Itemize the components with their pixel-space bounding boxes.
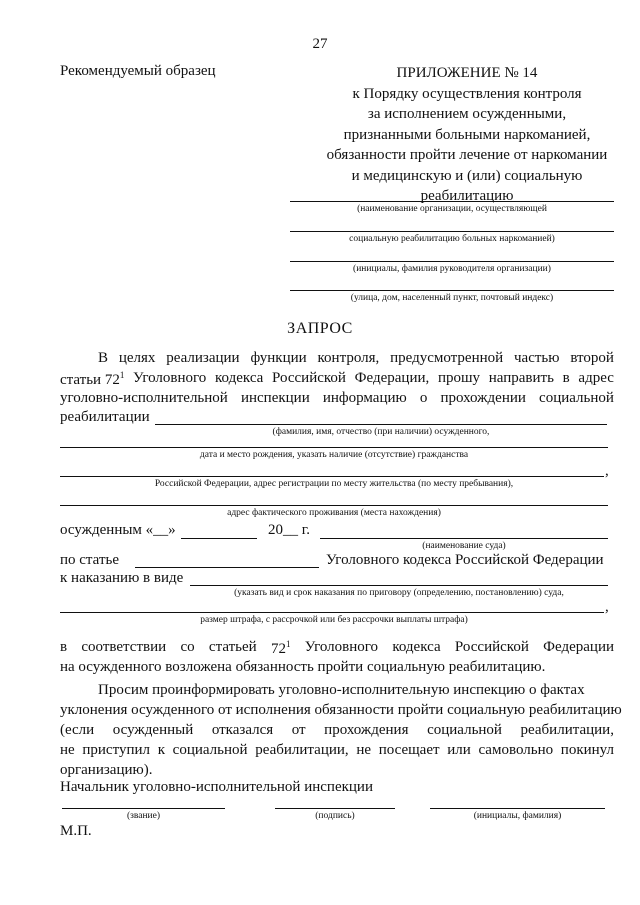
word: В: [98, 350, 109, 366]
word: в: [562, 370, 570, 386]
paragraph1-line3: [60, 390, 614, 407]
sentence-field-line: [190, 585, 608, 586]
court-field-line: [320, 538, 608, 539]
annex-line: ПРИЛОЖЕНИЕ № 14: [396, 65, 538, 81]
sign-caption: (подпись): [315, 811, 355, 821]
annex-line: обязанности пройти лечение от наркомании: [326, 147, 608, 163]
stamp-label: М.П.: [60, 823, 92, 839]
word: прошу: [437, 370, 481, 386]
word: Уголовного: [304, 639, 379, 655]
annex-line: за исполнением осужденными,: [367, 106, 567, 122]
word: посещает: [378, 742, 440, 758]
word: реализации: [166, 350, 240, 366]
word: реабилитации,: [520, 722, 614, 738]
birth-caption: дата и место рождения, указать наличие (отсутствие) гражданства: [199, 450, 469, 460]
paragraph2-line1: [60, 639, 614, 658]
convicted-date-label: осужденным «__»: [60, 522, 176, 538]
addressee-line: [290, 201, 614, 202]
fine-comma: ,: [605, 599, 609, 615]
word: второй: [570, 350, 614, 366]
rehabilitation-label: реабилитации: [60, 409, 150, 425]
word: Федерации: [543, 639, 614, 655]
word: от: [291, 722, 306, 738]
word: социальной: [539, 390, 614, 406]
paragraph3-line3: [60, 722, 614, 739]
punishment-caption: (указать вид и срок наказания по приговору (определению, постановлению) суда,: [234, 588, 564, 598]
word: к: [157, 742, 165, 758]
registration-caption: Российской Федерации, адрес регистрации по месту жительства (по месту пребывания),: [154, 479, 514, 489]
word: (если: [60, 722, 95, 738]
word: статьей: [208, 639, 257, 655]
paragraph3-line1: Просим проинформировать уголовно-исполнительную инспекцию о фактах: [98, 682, 585, 698]
word: прохождении: [440, 390, 526, 406]
convicted-month-line: [181, 538, 257, 539]
article-field-line: [135, 567, 319, 568]
document-title: ЗАПРОС: [287, 320, 353, 337]
word: приступил: [82, 742, 150, 758]
word: не: [356, 742, 372, 758]
fio-field-line: [155, 424, 607, 425]
word: осужденный: [112, 722, 194, 738]
word: Российской: [454, 639, 529, 655]
residence-caption: адрес фактического проживания (места нахождения): [227, 508, 441, 518]
residence-field-line: [60, 505, 608, 506]
paragraph1-line1: [98, 350, 614, 367]
word: социальной: [172, 742, 248, 758]
word: целях: [118, 350, 156, 366]
word: Российской: [272, 370, 346, 386]
paragraph1-line2: [60, 370, 614, 389]
article-ref-sup: 1: [285, 639, 291, 649]
word: не: [60, 742, 75, 758]
registration-comma: ,: [605, 463, 609, 479]
word: со: [180, 639, 195, 655]
birth-field-line: [60, 447, 608, 448]
addressee-line: [290, 290, 614, 291]
word: контроля,: [317, 350, 380, 366]
addressee-line: [290, 231, 614, 232]
article-ref-text: 72: [270, 641, 286, 657]
word: адрес: [578, 370, 614, 386]
word: предусмотренной: [390, 350, 504, 366]
word: информацию: [322, 390, 407, 406]
word: инспекции: [240, 390, 310, 406]
addressee-caption: (инициалы, фамилия руководителя организации): [353, 264, 551, 274]
article-ref: [271, 639, 291, 658]
fio-caption: (фамилия, имя, отчество (при наличии) осужденного,: [272, 427, 490, 437]
paragraph3-line2: уклонения осужденного от исполнения обязанности пройти социальную реабилитацию: [60, 702, 622, 718]
word: кодекса: [215, 370, 264, 386]
word: направить: [488, 370, 554, 386]
word: отказался: [211, 722, 274, 738]
word: уголовно-исполнительной: [60, 390, 228, 406]
rank-signature-line: [62, 808, 225, 809]
word: о: [419, 390, 428, 406]
word: соответствии: [81, 639, 167, 655]
registration-field-line: [60, 476, 604, 477]
recommended-sample-label: Рекомендуемый образец: [60, 63, 216, 79]
addressee-line: [290, 261, 614, 262]
addressee-caption: (улица, дом, населенный пункт, почтовый индекс): [350, 293, 554, 303]
convicted-year: 20__ г.: [268, 522, 310, 538]
name-signature-line: [430, 808, 605, 809]
paragraph3-line4: [60, 742, 614, 759]
word: кодекса: [392, 639, 441, 655]
word: самовольно: [478, 742, 554, 758]
annex-line: к Порядку осуществления контроля: [352, 85, 582, 102]
criminal-code-label: Уголовного кодекса Российской Федерации: [326, 552, 604, 568]
word: частью: [514, 350, 560, 366]
word: реабилитации,: [255, 742, 349, 758]
name-caption: (инициалы, фамилия): [473, 811, 562, 821]
word: Федерации,: [354, 370, 430, 386]
addressee-caption: социальную реабилитацию больных наркоманией): [349, 234, 555, 244]
annex-line: и медицинскую и (или) социальную: [351, 167, 583, 184]
fine-field-line: [60, 612, 604, 613]
annex-block: [302, 63, 632, 207]
article-ref-sup: 1: [119, 370, 125, 380]
paragraph3-line5: организацию).: [60, 762, 153, 778]
word: покинул: [560, 742, 614, 758]
word: или: [447, 742, 471, 758]
court-caption: (наименование суда): [422, 541, 506, 551]
page-number: 27: [312, 36, 328, 52]
rank-caption: (звание): [126, 811, 161, 821]
fine-caption: размер штрафа, с рассрочкой или без рассрочки выплаты штрафа): [200, 615, 468, 625]
article-ref: [60, 370, 124, 389]
annex-line: реабилитацию: [420, 188, 514, 204]
annex-line: признанными больными наркоманией,: [343, 126, 591, 143]
word: прохождения: [324, 722, 409, 738]
inspection-head-label: Начальник уголовно-исполнительной инспекции: [60, 779, 373, 795]
paragraph2-line2: на осужденного возложена обязанность пройти социальную реабилитацию.: [60, 659, 546, 675]
word: социальной: [427, 722, 502, 738]
article-ref-text: статьи 72: [60, 372, 120, 388]
article-label: по статье: [60, 552, 119, 568]
sign-signature-line: [275, 808, 395, 809]
addressee-caption: (наименование организации, осуществляющей: [357, 204, 547, 214]
sentence-label: к наказанию в виде: [60, 570, 184, 586]
word: функции: [250, 350, 307, 366]
word: в: [60, 639, 68, 655]
word: Уголовного: [133, 370, 207, 386]
